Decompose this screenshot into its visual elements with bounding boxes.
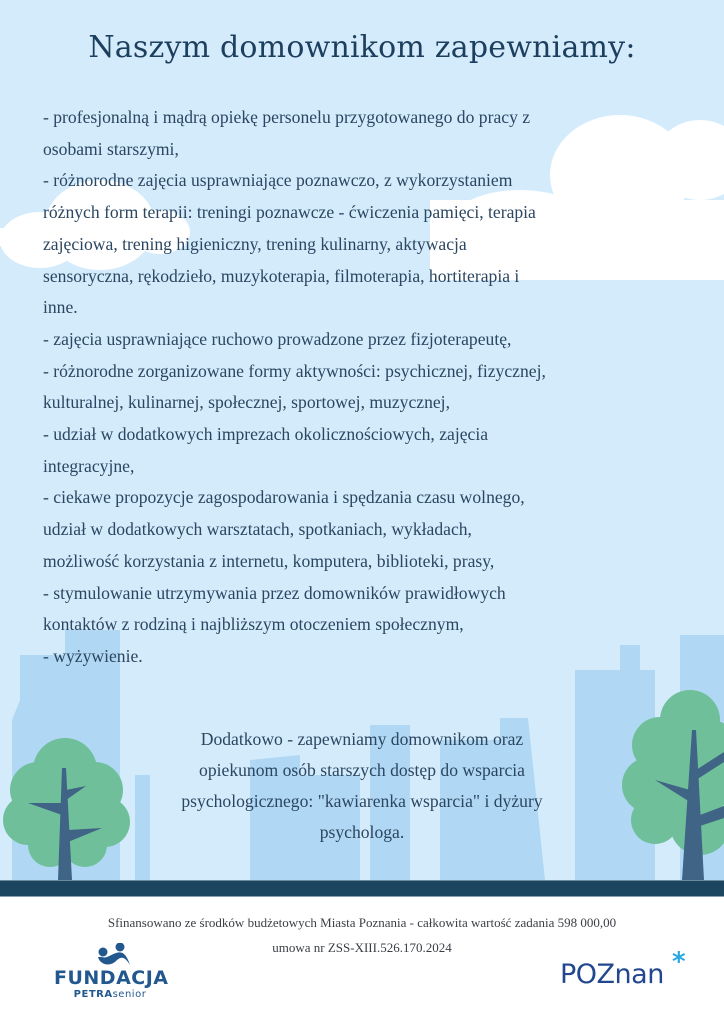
asterisk-icon: *	[672, 947, 686, 977]
list-line: integracyjne,	[43, 455, 135, 476]
note-line: psychologa.	[319, 822, 405, 842]
list-line: możliwość korzystania z internetu, komputera, biblioteki, prasy,	[43, 550, 495, 571]
note-line: Dodatkowo - zapewniamy domownikom oraz	[200, 729, 524, 749]
list-line: - ciekawe propozycje zagospodarowania i spędzania czasu wolnego,	[43, 487, 525, 508]
list-line: udział w dodatkowych warsztatach, spotkaniach, wykładach,	[43, 519, 472, 540]
list-line: - zajęcia usprawniające ruchowo prowadzone przez fizjoterapeutę,	[43, 328, 512, 349]
list-line: kulturalnej, kulinarnej, społecznej, sportowej, muzycznej,	[43, 392, 450, 413]
list-line: - profesjonalną i mądrą opiekę personelu przygotowanego do pracy z	[43, 107, 531, 127]
list-line: zajęciowa, trening higieniczny, trening kulinarny, aktywacja	[43, 233, 467, 254]
list-line: osobami starszymi,	[43, 138, 179, 159]
page-title: Naszym domownikom zapewniamy:	[88, 30, 636, 65]
logo-sub-bold: PETRA	[73, 989, 113, 1000]
list-line: - różnorodne zorganizowane formy aktywności: psychicznej, fizycznej,	[43, 360, 546, 381]
list-line: różnych form terapii: treningi poznawcze - ćwiczenia pamięci, terapia	[43, 202, 536, 223]
services-list	[43, 102, 703, 673]
note-line: psychologicznego: "kawiarenka wsparcia" i dyżury	[181, 791, 543, 811]
logo-sub-light: senior	[112, 989, 147, 1000]
additional-support-note	[140, 724, 584, 848]
list-line: - stymulowanie utrzymywania przez domowników prawidłowych	[43, 582, 506, 603]
people-hug-icon	[50, 943, 170, 969]
logo-subtitle	[54, 989, 166, 1000]
list-line: - wyżywienie.	[43, 645, 143, 666]
logo-word-poznan: POZnan	[560, 959, 664, 990]
list-line: sensoryczna, rękodzieło, muzykoterapia, filmoterapia, hortiterapia i	[43, 265, 520, 286]
fundacja-petra-senior-logo	[50, 945, 170, 1015]
funding-statement: Sfinansowano ze środków budżetowych Miasta Poznania - całkowita wartość zadania 598 000,00	[107, 915, 617, 930]
contract-number: umowa nr ZSS-XIII.526.170.2024	[272, 940, 452, 955]
logo-word-fundacja: FUNDACJA	[54, 967, 169, 989]
list-line: kontaktów z rodziną i najbliższym otoczeniem społecznym,	[43, 614, 464, 635]
note-line: opiekunom osób starszych dostęp do wsparcia	[199, 760, 525, 780]
list-line: - udział w dodatkowych imprezach okolicznościowych, zajęcia	[43, 424, 489, 445]
ground-strip	[0, 880, 724, 897]
poznan-logo	[560, 947, 700, 1000]
list-line: inne.	[43, 297, 78, 318]
list-line: - różnorodne zajęcia usprawniające poznawczo, z wykorzystaniem	[43, 170, 513, 191]
